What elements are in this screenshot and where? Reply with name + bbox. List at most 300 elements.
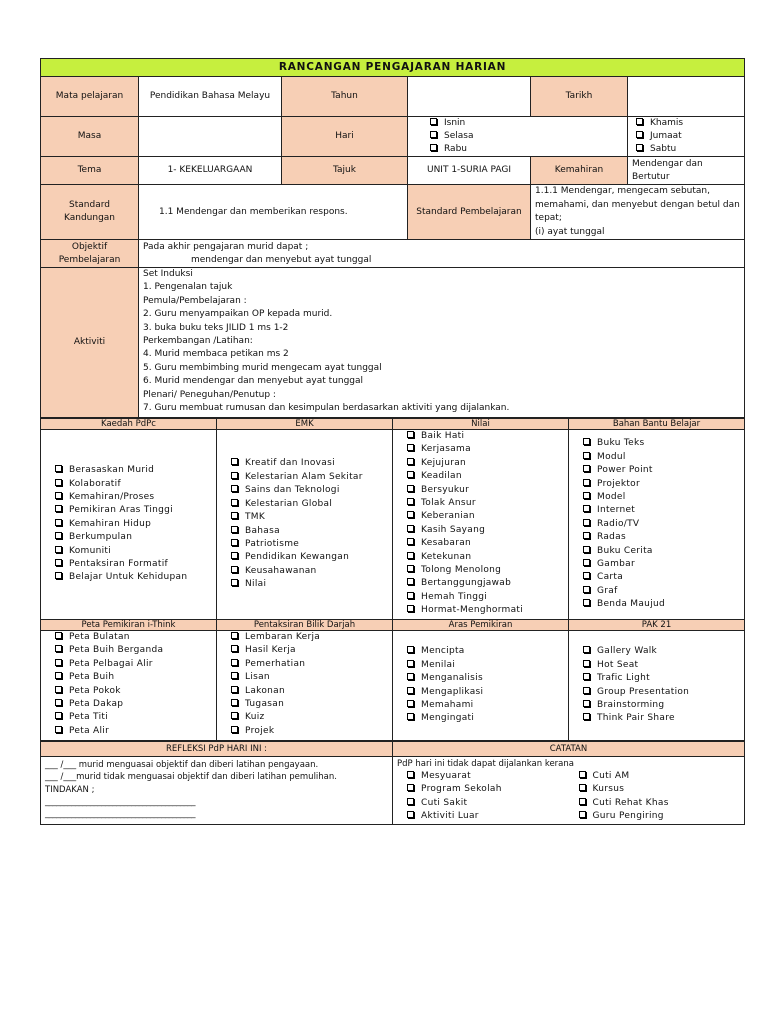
checkbox-icon [583,713,590,720]
pak21-option[interactable] [583,699,740,712]
subject-value[interactable]: Pendidikan Bahasa Melayu [139,77,282,117]
teaching-aid-option[interactable] [583,518,740,531]
values-cell [393,430,569,620]
teaching-aid-option[interactable] [583,437,740,450]
checkbox-label: Sains dan Teknologi [245,485,340,496]
checkbox-label: Keberanian [421,511,475,522]
checkbox-icon [583,646,590,653]
checkbox-label: Peta Buih [69,672,115,683]
checkbox-icon [636,144,643,151]
checkbox-icon [55,645,62,652]
checkbox-icon [407,660,414,667]
activity-step: Set Induksi [143,269,193,279]
checkbox-label: Kolaboratif [69,478,121,489]
checkbox-icon [583,687,590,694]
checkbox-icon [583,599,590,606]
checkbox-label: Group Presentation [597,686,690,697]
emk-option[interactable] [231,538,388,551]
checkbox-label: Kursus [592,784,625,795]
checkbox-icon [636,131,643,138]
checkbox-label: Mengaplikasi [421,686,484,697]
thinking-level-list [397,645,564,725]
ithink-header: Peta Pemikiran i-Think [41,620,217,631]
emk-option[interactable] [231,457,388,470]
theme-value[interactable]: 1- KEKELUARGAAN [139,157,282,185]
checkbox-label: Trafic Light [597,673,650,684]
checkbox-label: Aktiviti Luar [421,811,479,822]
checkbox-icon [231,686,238,693]
pak21-option[interactable] [583,712,740,725]
reflection-cell[interactable] [41,757,393,825]
checkbox-icon [231,632,238,639]
checkbox-label: Brainstorming [597,699,665,710]
checkbox-label: Mencipta [421,646,465,657]
learning-standard-line: 1.1.1 Mendengar, mengecam sebutan, [535,186,710,196]
classroom-assessment-option[interactable] [231,644,388,657]
day-option[interactable]: Jumaat [636,130,740,143]
checkbox-icon [231,458,238,465]
learning-standard-line: (i) ayat tunggal [535,226,605,237]
activity-step: Plenari/ Peneguhan/Penutup : [143,389,276,400]
pak21-header: PAK 21 [569,620,745,631]
checkbox-icon [231,566,238,573]
checkbox-label: Buku Teks [597,438,645,449]
thinking-level-option[interactable] [407,659,564,672]
objective-line-2: mendengar dan menyebut ayat tunggal [191,254,372,265]
checkbox-label: Bahasa [245,525,280,536]
checkbox-icon [583,438,590,445]
checkbox-label: Gallery Walk [597,646,658,657]
teaching-method-option[interactable] [55,464,212,477]
activity-step: 5. Guru membimbing murid mengecam ayat tunggal [143,362,382,373]
checkbox-label: Peta Pelbagai Alir [69,658,153,669]
thinking-level-option[interactable] [407,672,564,685]
checkbox-icon [407,811,414,818]
pak21-option[interactable] [583,686,740,699]
checkbox-label: Pendidikan Kewangan [245,552,350,563]
checkbox-label: Hasil Kerja [245,645,296,656]
year-label: Tahun [282,77,408,117]
thinking-level-option[interactable] [407,699,564,712]
checkbox-icon [407,444,414,451]
teaching-method-option[interactable] [55,478,212,491]
checkbox-icon [579,784,586,791]
teaching-aid-option[interactable] [583,504,740,517]
checkbox-icon [55,726,62,733]
checkbox-icon [407,687,414,694]
value-option[interactable] [407,457,564,470]
activity-step: 1. Pengenalan tajuk [143,282,233,293]
checkbox-label: Patriotisme [245,538,300,549]
reflection-line-2: ___ /___murid tidak menguasai objektif dan diberi latihan pemulihan. [45,772,337,783]
checkbox-icon [407,498,414,505]
checkbox-icon [407,605,414,612]
checkbox-label: Hormat-Menghormati [421,605,524,616]
checkbox-label: Peta Buih Berganda [69,645,164,656]
checkbox-label: Baik Hati [421,431,465,441]
checkbox-label: Peta Alir [69,725,110,736]
teaching-aid-option[interactable] [583,531,740,544]
checkbox-label: Modul [597,451,626,462]
pak21-option[interactable] [583,659,740,672]
notes-reason-option[interactable] [579,810,741,823]
pak21-list [573,645,740,725]
value-option[interactable] [407,497,564,510]
checkbox-icon [583,492,590,499]
checkbox-icon [583,660,590,667]
teaching-method-option[interactable] [55,531,212,544]
teaching-method-option[interactable] [55,545,212,558]
notes-reason-option[interactable] [407,770,569,783]
checkbox-label: Kelestarian Alam Sekitar [245,471,363,482]
time-label: Masa [41,117,139,157]
checkbox-icon [583,572,590,579]
objective-label: Objektif Pembelajaran [41,240,139,268]
checkbox-label: Komuniti [69,545,112,556]
ithink-option[interactable] [55,658,212,671]
values-header: Nilai [393,419,569,430]
time-value[interactable] [139,117,282,157]
checkbox-label: Keadilan [421,471,462,482]
checkbox-icon [231,659,238,666]
pak21-cell [569,631,745,741]
checkbox-label: Graf [597,585,618,596]
checkbox-icon [583,452,590,459]
checkbox-label: Mesyuarat [421,771,471,781]
notes-reason-option[interactable] [579,797,741,810]
checkbox-icon [583,505,590,512]
teaching-aid-option[interactable] [583,585,740,598]
checkbox-label: Tolong Menolong [421,565,502,576]
checkbox-icon [583,479,590,486]
day-option[interactable]: Selasa [430,130,623,143]
emk-option[interactable] [231,551,388,564]
notes-header: CATATAN [393,742,745,757]
checkbox-label: Kemahiran/Proses [69,491,155,502]
checkbox-icon [407,700,414,707]
checkbox-label: Berasaskan Murid [69,465,155,476]
checkbox-icon [231,645,238,652]
thinking-level-option[interactable] [407,645,564,658]
teaching-method-header: Kaedah PdPc [41,419,217,430]
checkbox-label: Internet [597,505,636,516]
checkbox-icon [231,526,238,533]
topic-label: Tajuk [282,157,408,185]
teaching-method-option[interactable] [55,504,212,517]
content-standard-value[interactable]: 1.1 Mendengar dan memberikan respons. [139,185,408,240]
objective-value[interactable] [139,240,745,268]
teaching-aid-option[interactable] [583,571,740,584]
checkbox-icon [583,673,590,680]
teaching-aid-option[interactable] [583,478,740,491]
emk-option[interactable] [231,565,388,578]
day-option[interactable]: Rabu [430,143,623,156]
checkbox-label: Lembaran Kerja [245,632,321,642]
checkbox-icon [231,672,238,679]
value-option[interactable] [407,470,564,483]
classroom-assessment-header: Pentaksiran Bilik Darjah [217,620,393,631]
checkbox-label: Hot Seat [597,659,639,670]
classroom-assessment-option[interactable] [231,631,388,644]
checkbox-icon [55,659,62,666]
checkbox-label: Projektor [597,478,640,489]
checkbox-icon [407,471,414,478]
checkbox-icon [407,578,414,585]
emk-option[interactable] [231,578,388,591]
ithink-option[interactable] [55,671,212,684]
checkbox-icon [55,465,62,472]
checkbox-icon [430,131,437,138]
content-standard-label: Standard Kandungan [41,185,139,240]
ithink-option[interactable] [55,631,212,644]
checkbox-label: Think Pair Share [597,713,675,724]
activity-step: 7. Guru membuat rumusan dan kesimpulan berdasarkan aktiviti yang dijalankan. [143,403,510,414]
checkbox-label: Carta [597,572,624,583]
classroom-assessment-cell [217,631,393,741]
teaching-aid-option[interactable] [583,464,740,477]
ithink-option[interactable] [55,725,212,738]
checkbox-label: Peta Pokok [69,685,121,696]
teaching-method-option[interactable] [55,491,212,504]
thinking-level-header: Aras Pemikiran [393,620,569,631]
checkbox-icon [231,512,238,519]
checkbox-icon [55,559,62,566]
thinking-level-cell [393,631,569,741]
emk-option[interactable] [231,471,388,484]
checkbox-label: Cuti Sakit [421,797,468,808]
classroom-assessment-option[interactable] [231,725,388,738]
checkbox-icon [407,592,414,599]
ithink-option[interactable] [55,711,212,724]
checkbox-label: Kemahiran Hidup [69,518,152,529]
classroom-assessment-option[interactable] [231,685,388,698]
notes-cell [393,757,745,825]
teaching-method-option[interactable] [55,558,212,571]
value-option[interactable] [407,510,564,523]
checkbox-label: Mengingati [421,713,475,724]
checkbox-label: Tugasan [245,699,285,710]
value-option[interactable] [407,430,564,443]
pak21-option[interactable] [583,645,740,658]
emk-option[interactable] [231,484,388,497]
thinking-level-option[interactable] [407,686,564,699]
checkbox-icon [407,646,414,653]
teaching-aids-list [573,437,740,611]
checkbox-icon [430,144,437,151]
activity-step: 2. Guru menyampaikan OP kepada murid. [143,309,333,320]
classroom-assessment-option[interactable] [231,671,388,684]
day-options-left [408,117,628,157]
action-blank-line[interactable]: ________________________________________ [45,809,195,820]
checkbox-label: Pemikiran Aras Tinggi [69,505,173,516]
checkbox-label: Radas [597,532,626,543]
checkbox-icon [231,552,238,559]
learning-standard-line: tepat; [535,213,562,223]
classroom-assessment-option[interactable] [231,698,388,711]
teaching-aid-option[interactable] [583,598,740,611]
value-option[interactable] [407,591,564,604]
ithink-cell [41,631,217,741]
notes-reason-option[interactable] [407,783,569,796]
learning-standard-line: memahami, dan menyebut dengan betul dan [535,199,740,210]
checkbox-label: Kelestarian Global [245,498,333,509]
checkbox-label: Bertanggungjawab [421,578,512,589]
checkbox-label: Guru Pengiring [592,811,664,822]
value-option[interactable] [407,524,564,537]
checkbox-label: Belajar Untuk Kehidupan [69,572,188,583]
thinking-level-option[interactable] [407,712,564,725]
checkbox-icon [583,559,590,566]
checkbox-label: Peta Bulatan [69,632,130,642]
checkbox-icon [55,505,62,512]
value-option[interactable] [407,484,564,497]
emk-cell [217,430,393,620]
ithink-option[interactable] [55,644,212,657]
checkbox-icon [407,538,414,545]
checkbox-icon [407,431,414,438]
teaching-aid-option[interactable] [583,545,740,558]
checkbox-icon [231,712,238,719]
checkbox-label: Kejujuran [421,457,467,468]
value-option[interactable] [407,537,564,550]
learning-standard-label: Standard Pembelajaran [408,185,531,240]
checkbox-icon [55,699,62,706]
emk-option[interactable] [231,525,388,538]
notes-reason-option[interactable] [407,810,569,823]
checkbox-label: Projek [245,725,275,736]
checkbox-icon [55,672,62,679]
checkbox-label: Peta Dakap [69,699,124,710]
checkbox-icon [231,726,238,733]
skill-value[interactable]: Mendengar dan Bertutur [628,157,745,185]
activity-step: Perkembangan /Latihan: [143,336,253,347]
topic-value[interactable]: UNIT 1-SURIA PAGI [408,157,531,185]
checkbox-icon [579,798,586,805]
checkbox-icon [55,532,62,539]
value-option[interactable] [407,551,564,564]
checkbox-label: Tolak Ansur [421,498,476,509]
checkbox-icon [407,784,414,791]
checkbox-label: Lakonan [245,685,285,696]
classroom-assessment-option[interactable] [231,711,388,724]
checkbox-icon [55,546,62,553]
checkbox-label: Kesabaran [421,538,472,549]
checkbox-label: Program Sekolah [421,784,502,795]
lesson-plan-form [40,58,744,825]
checkbox-icon [407,458,414,465]
checkbox-icon [583,586,590,593]
checkbox-icon [579,811,586,818]
notes-intro: PdP hari ini tidak dapat dijalankan kerana [397,759,574,769]
teaching-aid-option[interactable] [583,558,740,571]
checkbox-icon [430,118,437,125]
learning-standard-value[interactable] [531,185,745,240]
teaching-aid-option[interactable] [583,491,740,504]
emk-option[interactable] [231,498,388,511]
subject-label: Mata pelajaran [41,77,139,117]
activity-step: 6. Murid mendengar dan menyebut ayat tunggal [143,376,364,387]
checkbox-icon [231,472,238,479]
reflection-header: REFLEKSI PdP HARI INI : [41,742,393,757]
activity-steps[interactable] [139,268,745,418]
checkbox-icon [231,579,238,586]
checkbox-label: Buku Cerita [597,545,653,556]
day-option[interactable]: Sabtu [636,143,740,156]
checkbox-label: Kasih Sayang [421,524,486,535]
notes-reason-option[interactable] [579,770,741,783]
checkbox-label: Lisan [245,672,270,683]
checkbox-label: Radio/TV [597,518,640,529]
checkbox-label: Power Point [597,465,653,476]
checkbox-label: Berkumpulan [69,532,133,543]
date-value[interactable] [628,77,745,117]
checkbox-label: Bersyukur [421,484,470,495]
value-option[interactable] [407,604,564,617]
notes-reason-option[interactable] [579,783,741,796]
checkbox-icon [55,632,62,639]
value-option[interactable] [407,443,564,456]
skill-label: Kemahiran [531,157,628,185]
teaching-method-option[interactable] [55,518,212,531]
checkbox-icon [583,546,590,553]
notes-reasons-right [569,770,741,824]
ithink-option[interactable] [55,698,212,711]
checkbox-icon [55,479,62,486]
emk-list [221,457,388,591]
year-value[interactable] [408,77,531,117]
action-blank-line[interactable]: ________________________________________ [45,796,195,807]
checkbox-label: Pentaksiran Formatif [69,559,168,570]
teaching-method-cell [41,430,217,620]
checkbox-label: Ketekunan [421,551,472,562]
teaching-aids-header: Bahan Bantu Belajar [569,419,745,430]
checkbox-icon [407,511,414,518]
values-list [397,430,564,618]
checkbox-label: Cuti Rehat Khas [592,797,669,808]
checkbox-icon [231,499,238,506]
checkbox-label: Kreatif dan Inovasi [245,458,335,469]
checkbox-icon [231,699,238,706]
checkbox-icon [231,539,238,546]
checkbox-icon [583,519,590,526]
checkbox-icon [583,465,590,472]
checkbox-label: Pemerhatian [245,658,306,669]
pak21-option[interactable] [583,672,740,685]
checkbox-icon [583,532,590,539]
day-option[interactable]: Isnin [430,117,623,130]
notes-reason-option[interactable] [407,797,569,810]
activity-step: 4. Murid membaca petikan ms 2 [143,349,289,360]
checkbox-label: Keusahawanan [245,565,317,576]
checkbox-icon [636,118,643,125]
checkbox-icon [55,519,62,526]
checkbox-icon [579,771,586,778]
checkbox-icon [407,565,414,572]
checkbox-label: Memahami [421,699,474,710]
value-option[interactable] [407,564,564,577]
checkbox-icon [55,686,62,693]
ithink-option[interactable] [55,685,212,698]
classroom-assessment-option[interactable] [231,658,388,671]
day-option[interactable]: Khamis [636,117,740,130]
value-option[interactable] [407,577,564,590]
date-label: Tarikh [531,77,628,117]
checkbox-icon [407,798,414,805]
action-label: TINDAKAN ; [45,784,95,795]
teaching-method-option[interactable] [55,571,212,584]
teaching-aid-option[interactable] [583,451,740,464]
emk-option[interactable] [231,511,388,524]
